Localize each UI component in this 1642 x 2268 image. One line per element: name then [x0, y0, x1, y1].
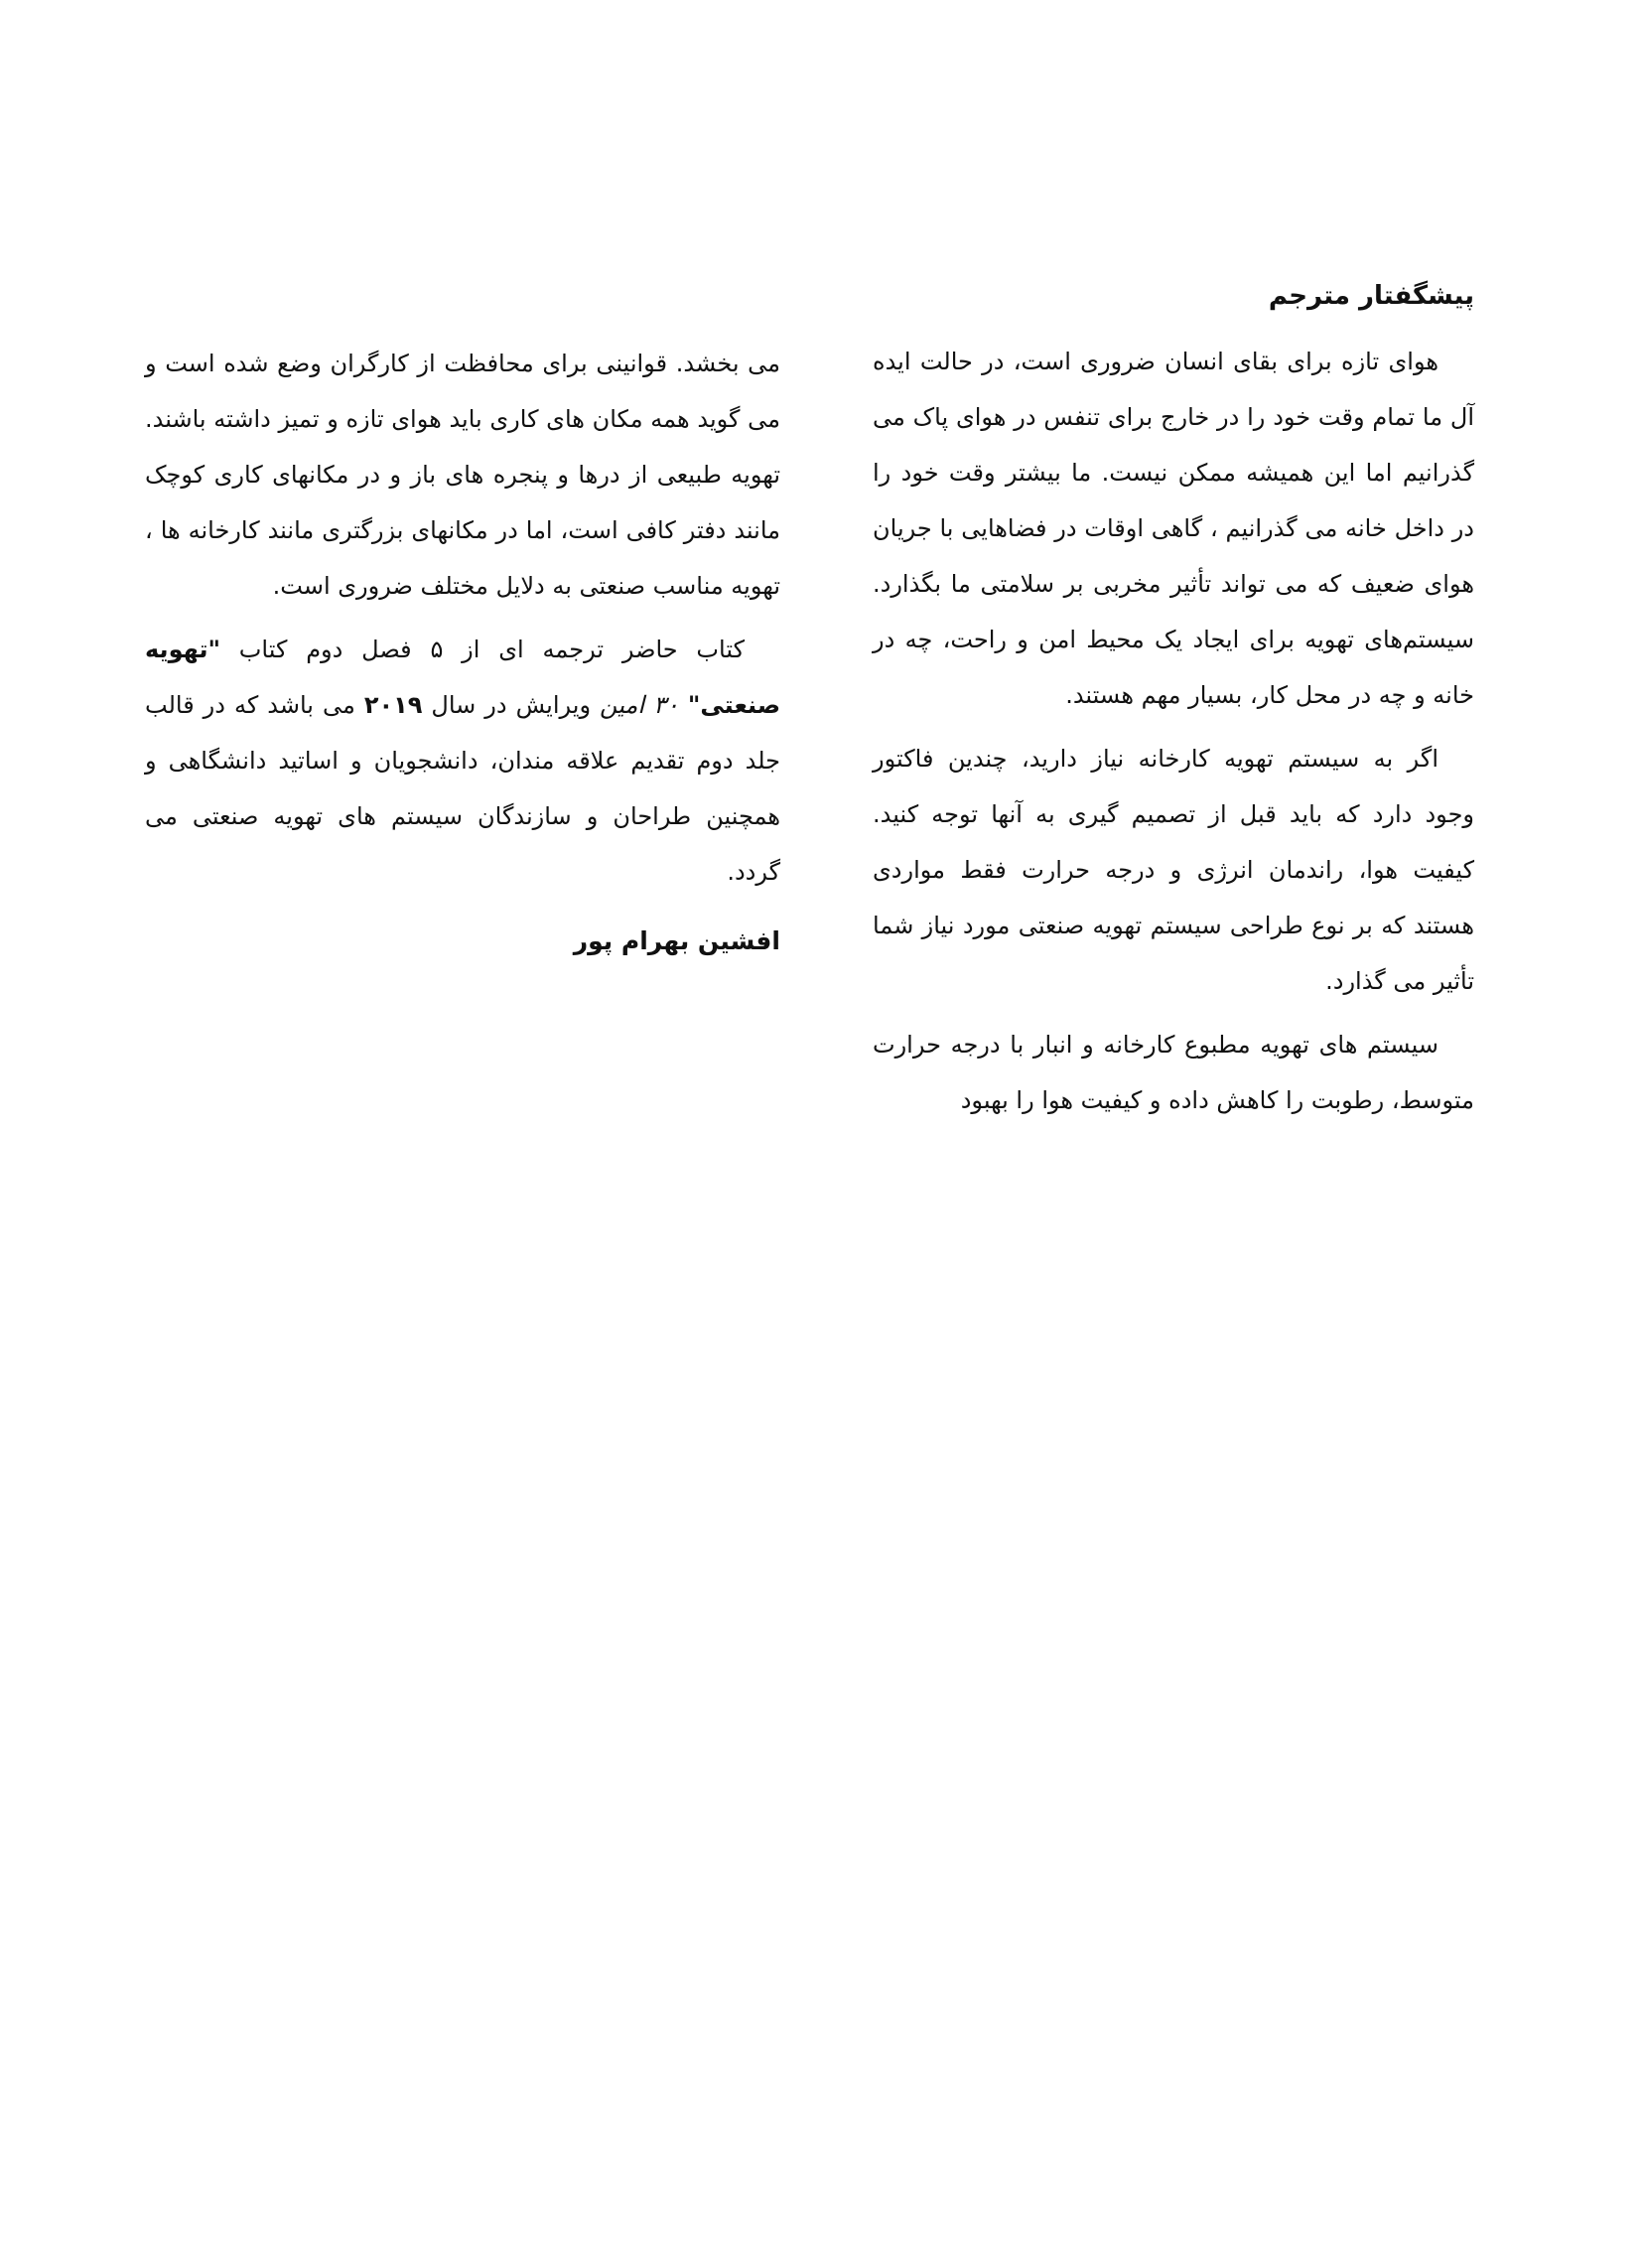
paragraph-factory-ventilation: اگر به سیستم تهویه کارخانه نیاز دارید، چندین فاکتور وجود دارد که باید قبل از تصمیم گیری به آنها توجه کنید. کیفیت هوا، راندمان انرژی و درجه حرارت فقط مواردی هستند که بر نوع طراحی سیستم تهویه صنعتی مورد نیاز شما تأثیر می گذارد. [873, 745, 1474, 995]
publication-year: ۲۰۱۹ [363, 691, 423, 719]
translator-signature: افشین بهرام پور [573, 926, 780, 955]
right-column [873, 276, 1474, 1136]
edition-number: ۳۰ امین [600, 691, 679, 719]
book-title: "تهویه صنعتی" [145, 636, 781, 719]
left-column [145, 336, 780, 969]
book-intro-text: کتاب حاضر ترجمه ای از ۵ فصل دوم کتاب [219, 636, 746, 663]
book-audience-text: می باشد که در قالب جلد دوم تقدیم علاقه مندان، دانشجویان و اساتید دانشگاهی و همچنین طراحان و سازندگان سیستم های تهویه صنعتی می گردد. [145, 691, 780, 886]
spacer-text [679, 691, 688, 719]
preface-heading: پیشگفتار مترجم [1268, 281, 1474, 311]
edition-text: ویرایش در سال [422, 691, 601, 719]
paragraph-air-conditioning: سیستم های تهویه مطبوع کارخانه و انبار با درجه حرارت متوسط، رطوبت را کاهش داده و کیفیت هوا را بهبود [873, 1031, 1474, 1114]
paragraph-worker-regulations: می بخشد. قوانینی برای محافظت از کارگران وضع شده است و می گوید همه مکان های کاری باید هوای تازه و تمیز داشته باشند. تهویه طبیعی از درها و پنجره های باز و در مکانهای کاری کوچک مانند دفتر کافی است، اما در مکانهای بزرگتری مانند کارخانه ها ، تهویه مناسب صنعتی به دلایل مختلف ضروری است. [145, 350, 780, 600]
paragraph-fresh-air: هوای تازه برای بقای انسان ضروری است، در حالت ایده آل ما تمام وقت خود را در خارج برای تنفس در هوای پاک می گذرانیم اما این همیشه ممکن نیست. ما بیشتر وقت خود را در داخل خانه می گذرانیم ، گاهی اوقات در فضاهایی با جریان هوای ضعیف که می تواند تأثیر مخربی بر سلامتی ما بگذارد. سیستم‌های تهویه برای ایجاد یک محیط امن و راحت، چه در خانه و چه در محل کار، بسیار مهم هستند. [873, 348, 1474, 709]
paragraph-book-description [145, 622, 780, 900]
